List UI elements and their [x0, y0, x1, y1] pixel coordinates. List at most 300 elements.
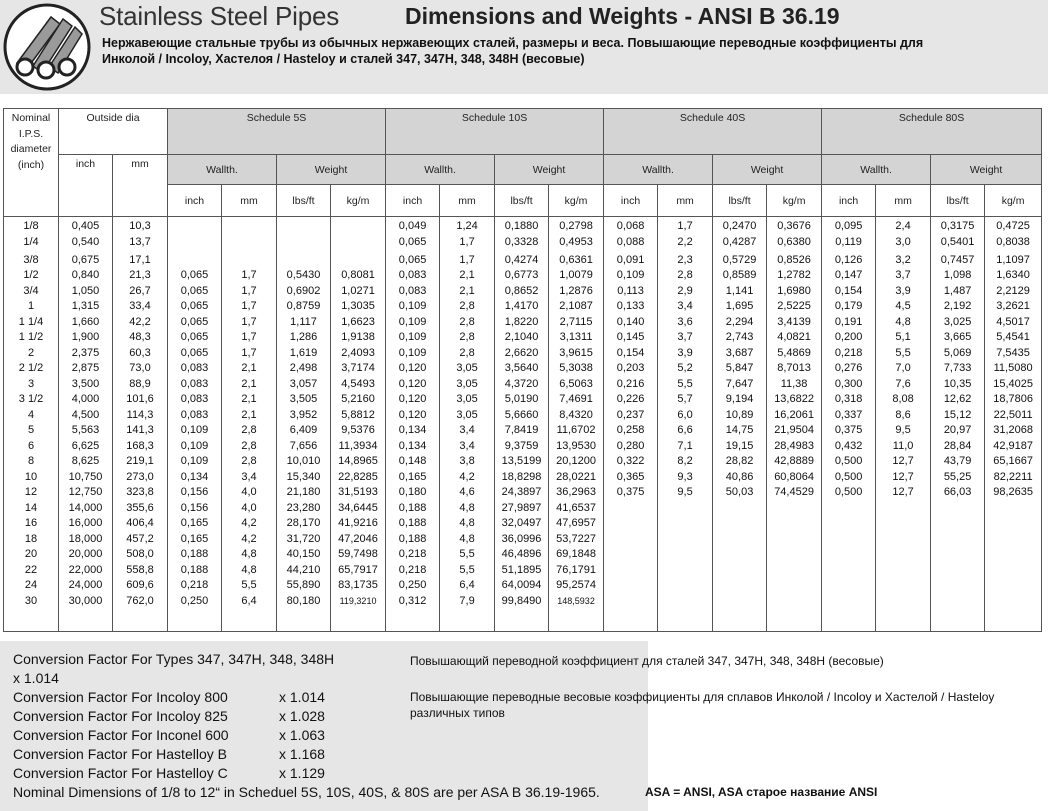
table-cell: 2,1040	[504, 331, 539, 343]
s80-kg-m-header: kg/m	[985, 185, 1042, 217]
table-cell: 20,97	[943, 424, 972, 436]
table-cell: 11,5080	[993, 362, 1033, 374]
s80-wall-mm-column	[876, 217, 931, 632]
table-cell: 0,065	[180, 284, 209, 297]
table-cell: 47,2046	[338, 532, 378, 545]
table-cell: 1,7	[677, 220, 693, 232]
table-cell: 5,3038	[559, 362, 593, 374]
table-cell: 5,4869	[777, 346, 811, 359]
table-cell: 3,6	[677, 315, 693, 328]
table-cell: 0,3676	[777, 220, 811, 232]
s5-kg-m-header: kg/m	[331, 185, 386, 217]
table-cell: 119,3210	[339, 595, 377, 606]
table-cell: 3,057	[289, 377, 318, 390]
conversion-347-factor: x 1.014	[13, 670, 59, 686]
table-cell: 5,6660	[504, 408, 539, 421]
table-cell: 0,300	[834, 377, 863, 390]
table-cell: 1,050	[71, 284, 100, 297]
table-cell: 1,6340	[996, 269, 1030, 281]
table-cell: 0,065	[398, 253, 427, 266]
conversion-incoloy-825-label: Conversion Factor For Incoloy 825	[13, 708, 228, 724]
table-cell: 0,540	[71, 235, 100, 248]
table-cell: 7,1	[677, 439, 693, 452]
table-cell: 22,5011	[993, 408, 1033, 421]
table-cell: 2,1	[241, 377, 257, 390]
table-cell: 31,5193	[338, 486, 378, 498]
table-cell: 4,2	[241, 517, 257, 529]
table-cell: 0,145	[616, 331, 645, 343]
nominal-diameter-header: Nominal I.P.S. diameter (inch)	[4, 109, 59, 217]
table-cell: 1,660	[71, 315, 100, 328]
table-cell: 41,6537	[556, 501, 596, 514]
table-cell: 0,133	[616, 300, 645, 312]
table-cell: 20,000	[68, 548, 103, 560]
table-cell: 98,2635	[993, 486, 1033, 498]
s10-lbs-ft-column	[495, 217, 549, 632]
table-cell: 0,156	[180, 486, 209, 498]
table-cell: 0,500	[834, 486, 863, 498]
conversion-inconel-600-factor: x 1.063	[279, 727, 325, 743]
table-cell: 2,8	[459, 300, 475, 312]
table-cell: 43,79	[943, 455, 972, 467]
table-cell: 2,875	[71, 362, 100, 374]
schedule-80s-header: Schedule 80S	[822, 109, 1042, 155]
table-cell: 1,141	[725, 284, 754, 297]
table-cell: 1/2	[23, 269, 39, 281]
s10-lbs-ft-header: lbs/ft	[495, 185, 549, 217]
table-cell: 0,119	[835, 235, 862, 248]
table-cell: 2,375	[71, 346, 100, 359]
table-cell: 3,2621	[996, 300, 1030, 312]
table-cell: 42,9187	[993, 439, 1033, 452]
s40-kg-m-column	[767, 217, 822, 632]
table-cell: 0,218	[834, 346, 863, 359]
table-cell: 2,8	[677, 269, 693, 281]
table-cell: 5,5	[895, 346, 911, 359]
table-cell: 4,8	[459, 517, 475, 529]
table-cell: 0,4725	[996, 220, 1030, 232]
table-cell: 4,0821	[777, 331, 811, 343]
table-cell: 1,7	[241, 269, 257, 281]
table-cell: 0,6361	[559, 253, 593, 266]
table-cell: 6,4	[241, 594, 257, 607]
s80-lbs-ft-header: lbs/ft	[931, 185, 985, 217]
table-cell: 0,065	[180, 331, 209, 343]
empty-cell	[277, 219, 330, 235]
table-cell: 2,1	[241, 393, 257, 405]
table-cell: 2,8	[241, 439, 257, 452]
conversion-incoloy-800-label: Conversion Factor For Incoloy 800	[13, 689, 228, 705]
table-cell: 609,6	[126, 579, 154, 591]
table-cell: 3,0	[895, 235, 911, 248]
table-cell: 3,687	[725, 346, 754, 359]
table-cell: 0,322	[616, 455, 645, 467]
table-cell: 0,218	[398, 563, 427, 576]
table-cell: 11,0	[892, 439, 914, 452]
table-cell: 0,188	[398, 532, 427, 545]
table-cell: 21,9504	[774, 424, 814, 436]
empty-cell	[222, 235, 276, 253]
table-cell: 2,6620	[504, 346, 539, 359]
table-cell: 80,180	[286, 594, 321, 607]
conversion-hastelloy-c-factor: x 1.129	[279, 765, 325, 781]
nominal-dimensions-note: Nominal Dimensions of 1/8 to 12“ in Scheduel 5S, 10S, 40S, & 80S are per ASA B 36.19-1965.	[13, 784, 600, 800]
table-cell: 17,1	[129, 253, 151, 266]
table-cell: 0,049	[398, 220, 427, 232]
table-cell: 0,250	[398, 579, 427, 591]
table-cell: 3,9	[677, 346, 693, 359]
table-cell: 4,8	[241, 548, 257, 560]
table-cell: 3,952	[289, 408, 318, 421]
table-cell: 0,500	[834, 470, 863, 483]
table-cell: 0,188	[180, 563, 209, 576]
table-cell: 114,3	[126, 408, 154, 421]
empty-cell	[277, 235, 330, 253]
s10-wallth-header: Wallth.	[386, 155, 495, 185]
table-cell: 13,7	[129, 235, 151, 248]
table-cell: 4,500	[71, 408, 100, 421]
table-cell: 508,0	[126, 548, 154, 560]
table-cell: 0,675	[71, 253, 100, 266]
empty-cell	[277, 253, 330, 269]
table-cell: 7,0	[895, 362, 911, 374]
table-cell: 2 1/2	[18, 362, 44, 374]
conversion-inconel-600-label: Conversion Factor For Inconel 600	[13, 727, 229, 743]
table-cell: 9,3759	[504, 439, 539, 452]
table-cell: 22,8285	[338, 470, 378, 483]
table-cell: 8,08	[892, 393, 914, 405]
table-cell: 16,2061	[774, 408, 814, 421]
table-cell: 457,2	[126, 532, 154, 545]
table-cell: 88,9	[129, 377, 151, 390]
table-cell: 5,563	[71, 424, 100, 436]
table-cell: 42,2	[129, 315, 151, 328]
table-cell: 60,8064	[774, 470, 814, 483]
table-cell: 1,24	[456, 220, 478, 232]
table-cell: 7,733	[943, 362, 972, 374]
empty-cell	[331, 253, 385, 269]
table-cell: 1,6623	[341, 315, 375, 328]
empty-cell	[331, 219, 385, 235]
table-cell: 12	[24, 486, 38, 498]
table-cell: 0,500	[834, 455, 863, 467]
page-header	[0, 0, 1048, 94]
s40-wall-inch-header: inch	[604, 185, 658, 217]
table-cell: 762,0	[126, 594, 154, 607]
table-cell: 1,6980	[777, 284, 811, 297]
table-cell: 12,7	[892, 486, 914, 498]
table-cell: 0,365	[616, 470, 645, 483]
table-cell: 1,900	[71, 331, 100, 343]
s40-wallth-header: Wallth.	[604, 155, 713, 185]
table-cell: 9,5376	[341, 424, 375, 436]
table-cell: 0,3328	[504, 235, 539, 248]
table-cell: 0,4287	[722, 235, 757, 248]
table-cell: 55,890	[286, 579, 321, 591]
table-cell: 1,1097	[996, 253, 1030, 266]
russian-347-note: Повышающий переводной коэффициент для сталей 347, 347H, 348, 348H (весовые)	[410, 654, 884, 668]
table-cell: 4,5493	[341, 377, 375, 390]
table-cell: 41,9216	[338, 517, 378, 529]
table-cell: 11,6702	[556, 424, 596, 436]
table-cell: 0,5729	[722, 253, 757, 266]
table-cell: 3,7	[895, 269, 911, 281]
table-cell: 0,216	[616, 377, 645, 390]
pipe-bundle-icon	[3, 3, 91, 91]
s10-kg-m-column	[549, 217, 604, 632]
s10-wall-inch-column	[386, 217, 440, 632]
s5-lbs-ft-column	[277, 217, 331, 632]
table-cell: 0,1880	[504, 220, 539, 232]
table-cell: 1/4	[23, 235, 39, 248]
table-cell: 2,8	[241, 455, 257, 467]
brand-name: Stainless Steel Pipes	[99, 1, 340, 31]
table-cell: 0,5401	[940, 235, 975, 248]
table-cell: 0,134	[398, 439, 427, 452]
table-cell: 30,000	[68, 594, 103, 607]
table-cell: 4,8	[241, 563, 257, 576]
od-mm-header: mm	[113, 155, 168, 217]
table-cell: 1,7	[241, 331, 257, 343]
table-cell: 5,8812	[341, 408, 375, 421]
table-cell: 0,165	[180, 532, 209, 545]
table-cell: 3/8	[23, 253, 39, 266]
table-cell: 73,0	[129, 362, 151, 374]
table-cell: 0,109	[180, 455, 209, 467]
table-cell: 7,8419	[504, 424, 539, 436]
table-cell: 9,194	[725, 393, 754, 405]
table-cell: 0,237	[616, 408, 645, 421]
table-cell: 2,1	[459, 284, 475, 297]
table-cell: 95,2574	[556, 579, 596, 591]
table-cell: 2,192	[943, 300, 972, 312]
table-cell: 6,409	[289, 424, 318, 436]
table-cell: 69,1848	[556, 548, 596, 560]
table-cell: 0,083	[180, 377, 209, 390]
table-cell: 0,8759	[286, 300, 321, 312]
table-cell: 18,7806	[993, 393, 1033, 405]
table-cell: 0,6380	[777, 235, 811, 248]
s5-wall-mm-header: mm	[222, 185, 277, 217]
table-cell: 0,250	[180, 594, 209, 607]
table-cell: 0,154	[834, 284, 863, 297]
table-cell: 10,010	[286, 455, 321, 467]
conversion-incoloy-825-factor: x 1.028	[279, 708, 325, 724]
table-cell: 0,218	[180, 579, 209, 591]
table-cell: 0,109	[398, 346, 427, 359]
table-cell: 2,9	[677, 284, 693, 297]
table-cell: 0,120	[398, 393, 427, 405]
table-cell: 0,083	[398, 269, 427, 281]
table-cell: 28,82	[725, 455, 754, 467]
table-cell: 5,2160	[341, 393, 375, 405]
table-cell: 13,9530	[556, 439, 596, 452]
asa-ansi-note: ASA = ANSI, ASA старое название ANSI	[645, 785, 878, 799]
table-cell: 7,647	[725, 377, 754, 390]
table-cell: 1	[27, 300, 35, 312]
table-cell: 14	[24, 501, 38, 514]
table-cell: 0,4274	[504, 253, 539, 266]
table-cell: 10,89	[725, 408, 754, 421]
table-cell: 9,5	[895, 424, 911, 436]
table-cell: 3,05	[456, 408, 478, 421]
table-cell: 47,6957	[556, 517, 596, 529]
table-cell: 42,8889	[774, 455, 814, 467]
table-cell: 0,203	[616, 362, 645, 374]
table-cell: 7,9	[459, 594, 475, 607]
table-cell: 1,487	[943, 284, 972, 297]
table-cell: 0,120	[398, 362, 427, 374]
table-cell: 0,5430	[286, 269, 321, 281]
table-cell: 0,083	[180, 408, 209, 421]
table-cell: 0,6902	[286, 284, 321, 297]
table-cell: 1,7	[241, 284, 257, 297]
s5-kg-m-column	[331, 217, 386, 632]
table-cell: 2,4093	[341, 346, 375, 359]
table-cell: 27,9897	[501, 501, 542, 514]
table-cell: 1,286	[289, 331, 318, 343]
table-cell: 12,7	[892, 470, 914, 483]
table-cell: 3,2	[895, 253, 911, 266]
s10-kg-m-header: kg/m	[549, 185, 604, 217]
empty-cell	[168, 219, 221, 235]
table-cell: 5,0190	[504, 393, 539, 405]
table-cell: 3,665	[943, 331, 972, 343]
table-cell: 6,4	[459, 579, 475, 591]
table-cell: 2,8	[241, 424, 257, 436]
table-cell: 3,8	[459, 455, 475, 467]
table-cell: 5	[27, 424, 35, 436]
table-cell: 18,8298	[501, 470, 542, 483]
table-cell: 0,088	[616, 235, 645, 248]
table-cell: 18,000	[68, 532, 103, 545]
table-cell: 1,3035	[341, 300, 375, 312]
table-cell: 8	[27, 455, 35, 467]
table-cell: 0,179	[834, 300, 863, 312]
table-cell: 4,3720	[504, 377, 539, 390]
table-cell: 8,625	[71, 455, 100, 467]
table-cell: 0,065	[398, 235, 427, 248]
table-cell: 4,0	[241, 501, 257, 514]
table-cell: 16,000	[68, 517, 103, 529]
table-cell: 0,226	[616, 393, 645, 405]
table-cell: 0,147	[834, 269, 863, 281]
table-cell: 0,065	[180, 315, 209, 328]
table-cell: 3,4	[677, 300, 693, 312]
table-cell: 6,0	[677, 408, 693, 421]
table-cell: 0,3175	[940, 220, 975, 232]
table-cell: 0,165	[180, 517, 209, 529]
table-cell: 8,2	[677, 455, 693, 467]
table-cell: 8,7013	[777, 362, 811, 374]
table-cell: 1,9138	[341, 331, 375, 343]
table-cell: 1,619	[289, 346, 318, 359]
table-cell: 3,505	[289, 393, 318, 405]
table-cell: 16	[24, 517, 38, 529]
table-cell: 1/8	[23, 220, 39, 232]
table-cell: 5,5	[459, 563, 475, 576]
table-cell: 1,117	[290, 315, 317, 328]
conversion-hastelloy-b-label: Conversion Factor For Hastelloy B	[13, 746, 227, 762]
table-cell: 6,6	[677, 424, 693, 436]
conversion-incoloy-800-factor: x 1.014	[279, 689, 325, 705]
s40-wall-mm-header: mm	[658, 185, 713, 217]
table-cell: 13,5199	[501, 455, 542, 467]
pipe-dimensions-table	[3, 108, 1042, 632]
s5-wall-mm-column	[222, 217, 277, 632]
s40-weight-header: Weight	[713, 155, 822, 185]
table-cell: 2,4	[895, 220, 911, 232]
table-cell: 0,337	[834, 408, 863, 421]
s10-wall-mm-column	[440, 217, 495, 632]
table-cell: 5,5	[459, 548, 475, 560]
table-cell: 2,294	[725, 315, 754, 328]
table-cell: 3,05	[456, 362, 478, 374]
conversion-hastelloy-b-factor: x 1.168	[279, 746, 325, 762]
table-cell: 0,083	[398, 284, 427, 297]
table-cell: 50,03	[725, 486, 754, 498]
s40-kg-m-header: kg/m	[767, 185, 822, 217]
table-cell: 31,2068	[993, 424, 1033, 436]
table-cell: 36,2963	[556, 486, 596, 498]
empty-cell	[168, 235, 221, 253]
table-cell: 5,7	[677, 393, 693, 405]
s5-wallth-header: Wallth.	[168, 155, 277, 185]
table-cell: 0,083	[180, 362, 209, 374]
table-cell: 21,3	[129, 269, 151, 281]
table-cell: 66,03	[943, 486, 972, 498]
table-cell: 1 1/2	[18, 331, 44, 343]
table-cell: 0,065	[180, 269, 209, 281]
table-cell: 31,720	[286, 532, 321, 545]
table-cell: 26,7	[129, 284, 151, 297]
table-cell: 0,109	[616, 269, 645, 281]
table-cell: 14,75	[725, 424, 754, 436]
table-cell: 0,8589	[722, 269, 757, 281]
s40-lbs-ft-column	[713, 217, 767, 632]
table-cell: 1,098	[943, 269, 972, 281]
table-cell: 22	[24, 563, 38, 576]
table-cell: 0,188	[398, 501, 427, 514]
table-cell: 28,84	[943, 439, 972, 452]
empty-cell	[168, 253, 221, 269]
table-cell: 65,7917	[338, 563, 378, 576]
table-cell: 1,7	[241, 315, 257, 328]
table-cell: 2,8	[459, 331, 475, 343]
table-cell: 0,065	[180, 300, 209, 312]
s80-kg-m-column	[985, 217, 1042, 632]
table-cell: 3,4	[241, 470, 257, 483]
table-cell: 1,2782	[777, 269, 811, 281]
table-cell: 0,065	[180, 346, 209, 359]
table-cell: 19,15	[725, 439, 754, 452]
table-cell: 5,1	[895, 331, 911, 343]
table-cell: 10,750	[68, 470, 103, 483]
table-cell: 3,1311	[559, 331, 593, 343]
table-cell: 3,9615	[559, 346, 593, 359]
table-cell: 2,498	[289, 362, 318, 374]
table-cell: 355,6	[126, 501, 154, 514]
table-cell: 9,5	[677, 486, 693, 498]
table-cell: 273,0	[126, 470, 154, 483]
table-cell: 5,847	[725, 362, 754, 374]
s40-lbs-ft-header: lbs/ft	[713, 185, 767, 217]
table-cell: 7,5435	[996, 346, 1030, 359]
table-cell: 0,188	[180, 548, 209, 560]
table-cell: 64,0094	[501, 579, 542, 591]
table-cell: 28,0221	[556, 470, 596, 483]
od-inch-column	[59, 217, 113, 632]
